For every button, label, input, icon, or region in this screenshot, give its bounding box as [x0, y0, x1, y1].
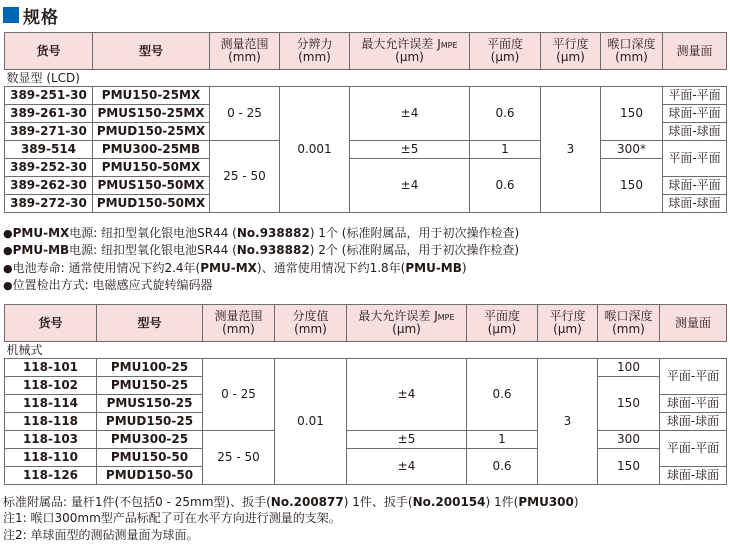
- cell-range: 0 - 25: [210, 87, 280, 141]
- table-header-row: [5, 305, 727, 342]
- cell-resolution: 0.001: [280, 87, 350, 213]
- cell-error: ±4: [347, 449, 467, 485]
- cell-face: 球面-球面: [663, 123, 727, 141]
- cell-code: 118-102: [5, 377, 97, 395]
- cell-parallelism: 3: [541, 87, 601, 213]
- cell-code: 118-110: [5, 449, 97, 467]
- cell-flatness: 1: [470, 141, 541, 159]
- notes-mechanical: [3, 494, 579, 543]
- cell-model: PMU100-25: [97, 359, 203, 377]
- section-title: [3, 4, 59, 26]
- cell-face: 球面-球面: [663, 195, 727, 213]
- cell-model: PMUD150-25: [97, 413, 203, 431]
- cell-model: PMUS150-25MX: [93, 105, 210, 123]
- header-throat: 喉口深度 (mm): [601, 33, 663, 70]
- cell-range: 25 - 50: [210, 141, 280, 213]
- cell-code: 118-126: [5, 467, 97, 485]
- cell-model: PMU300-25MB: [93, 141, 210, 159]
- cell-face: 球面-平面: [663, 177, 727, 195]
- header-face: 测量面: [663, 33, 727, 70]
- cell-throat: 150: [598, 449, 660, 485]
- cell-face: 平面-平面: [663, 87, 727, 105]
- table-row: [5, 431, 727, 449]
- cell-model: PMU150-25: [97, 377, 203, 395]
- cell-model: PMUD150-50MX: [93, 195, 210, 213]
- cell-code: 118-118: [5, 413, 97, 431]
- cell-model: PMUD150-25MX: [93, 123, 210, 141]
- table-row: [5, 359, 727, 377]
- cell-model: PMU150-25MX: [93, 87, 210, 105]
- cell-face: 球面-平面: [663, 105, 727, 123]
- note-line: ●PMU-MB电源: 纽扣型氧化银电池SR44 (No.938882) 2个 (标准附属品，用于初次操作检查): [3, 243, 520, 258]
- header-resolution: 分度值 (mm): [275, 305, 347, 342]
- header-error: 最大允许误差 JMPE (µm): [347, 305, 467, 342]
- note-1: 注1: 喉口300mm型产品标配了可在水平方向进行测量的支架。: [3, 511, 341, 526]
- cell-flatness: 1: [467, 431, 538, 449]
- header-model: 型号: [97, 305, 203, 342]
- cell-flatness: 0.6: [467, 359, 538, 431]
- cell-error: ±5: [350, 141, 470, 159]
- cell-throat: 300*: [601, 141, 663, 159]
- cell-throat: 100: [598, 359, 660, 377]
- cell-error: ±4: [350, 87, 470, 141]
- header-code: 货号: [5, 33, 93, 70]
- cell-flatness: 0.6: [470, 87, 541, 141]
- section-title-text: 规格: [23, 7, 59, 28]
- header-parallelism: 平行度 (µm): [541, 33, 601, 70]
- table-row: [5, 159, 727, 177]
- cell-code: 389-251-30: [5, 87, 93, 105]
- spec-table-digital: [4, 32, 727, 213]
- cell-face: 球面-平面: [660, 395, 727, 413]
- cell-model: PMU150-50MX: [93, 159, 210, 177]
- cell-parallelism: 3: [538, 359, 598, 485]
- cell-flatness: 0.6: [470, 159, 541, 213]
- cell-face: 球面-球面: [660, 467, 727, 485]
- cell-throat: 300: [598, 431, 660, 449]
- spec-table-mechanical: [4, 304, 727, 485]
- cell-error: ±4: [347, 359, 467, 431]
- cell-code: 389-514: [5, 141, 93, 159]
- note-line: ●位置检出方式: 电磁感应式旋转编码器: [3, 278, 213, 293]
- header-face: 测量面: [660, 305, 727, 342]
- group-row: [5, 70, 727, 87]
- cell-throat: 150: [601, 159, 663, 213]
- header-resolution: 分辨力 (mm): [280, 33, 350, 70]
- cell-code: 118-103: [5, 431, 97, 449]
- header-range: 测量范围 (mm): [203, 305, 275, 342]
- cell-face: 球面-球面: [660, 413, 727, 431]
- header-throat: 喉口深度 (mm): [598, 305, 660, 342]
- cell-face: 平面-平面: [663, 141, 727, 177]
- cell-resolution: 0.01: [275, 359, 347, 485]
- cell-code: 389-271-30: [5, 123, 93, 141]
- header-range: 测量范围 (mm): [210, 33, 280, 70]
- table-header-row: [5, 33, 727, 70]
- group-label: 数显型 (LCD): [5, 70, 727, 87]
- cell-code: 389-252-30: [5, 159, 93, 177]
- blue-square-icon: [3, 7, 19, 23]
- cell-error: ±5: [347, 431, 467, 449]
- table-row: [5, 87, 727, 105]
- cell-face: 平面-平面: [660, 359, 727, 395]
- header-flatness: 平面度 (µm): [467, 305, 538, 342]
- note-2: 注2: 单球面型的测砧测量面为球面。: [3, 527, 199, 542]
- cell-face: 平面-平面: [660, 431, 727, 467]
- note-line: ●电池寿命: 通常使用情况下约2.4年(PMU-MX)、通常使用情况下约1.8年(PMU-MB): [3, 260, 467, 275]
- notes-digital: [3, 225, 519, 295]
- cell-throat: 150: [598, 377, 660, 431]
- header-code: 货号: [5, 305, 97, 342]
- cell-model: PMUS150-50MX: [93, 177, 210, 195]
- header-error: 最大允许误差 JMPE (µm): [350, 33, 470, 70]
- group-row: [5, 342, 727, 359]
- cell-error: ±4: [350, 159, 470, 213]
- cell-model: PMU300-25: [97, 431, 203, 449]
- cell-model: PMU150-50: [97, 449, 203, 467]
- header-flatness: 平面度 (µm): [470, 33, 541, 70]
- cell-model: PMUD150-50: [97, 467, 203, 485]
- header-parallelism: 平行度 (µm): [538, 305, 598, 342]
- cell-code: 389-272-30: [5, 195, 93, 213]
- cell-range: 25 - 50: [203, 431, 275, 485]
- cell-code: 118-101: [5, 359, 97, 377]
- cell-throat: 150: [601, 87, 663, 141]
- cell-model: PMUS150-25: [97, 395, 203, 413]
- cell-code: 118-114: [5, 395, 97, 413]
- cell-code: 389-262-30: [5, 177, 93, 195]
- cell-flatness: 0.6: [467, 449, 538, 485]
- table-row: [5, 141, 727, 159]
- cell-range: 0 - 25: [203, 359, 275, 431]
- cell-code: 389-261-30: [5, 105, 93, 123]
- table-row: [5, 449, 727, 467]
- header-model: 型号: [93, 33, 210, 70]
- group-label: 机械式: [5, 342, 727, 359]
- note-accessories: 标准附属品: 量杆1件(不包括0 - 25mm型)、扳手(No.200877) 1件、扳手(No.200154) 1件(PMU300): [3, 495, 579, 509]
- note-line: ●PMU-MX电源: 纽扣型氧化银电池SR44 (No.938882) 1个 (标准附属品，用于初次操作检查): [3, 226, 520, 240]
